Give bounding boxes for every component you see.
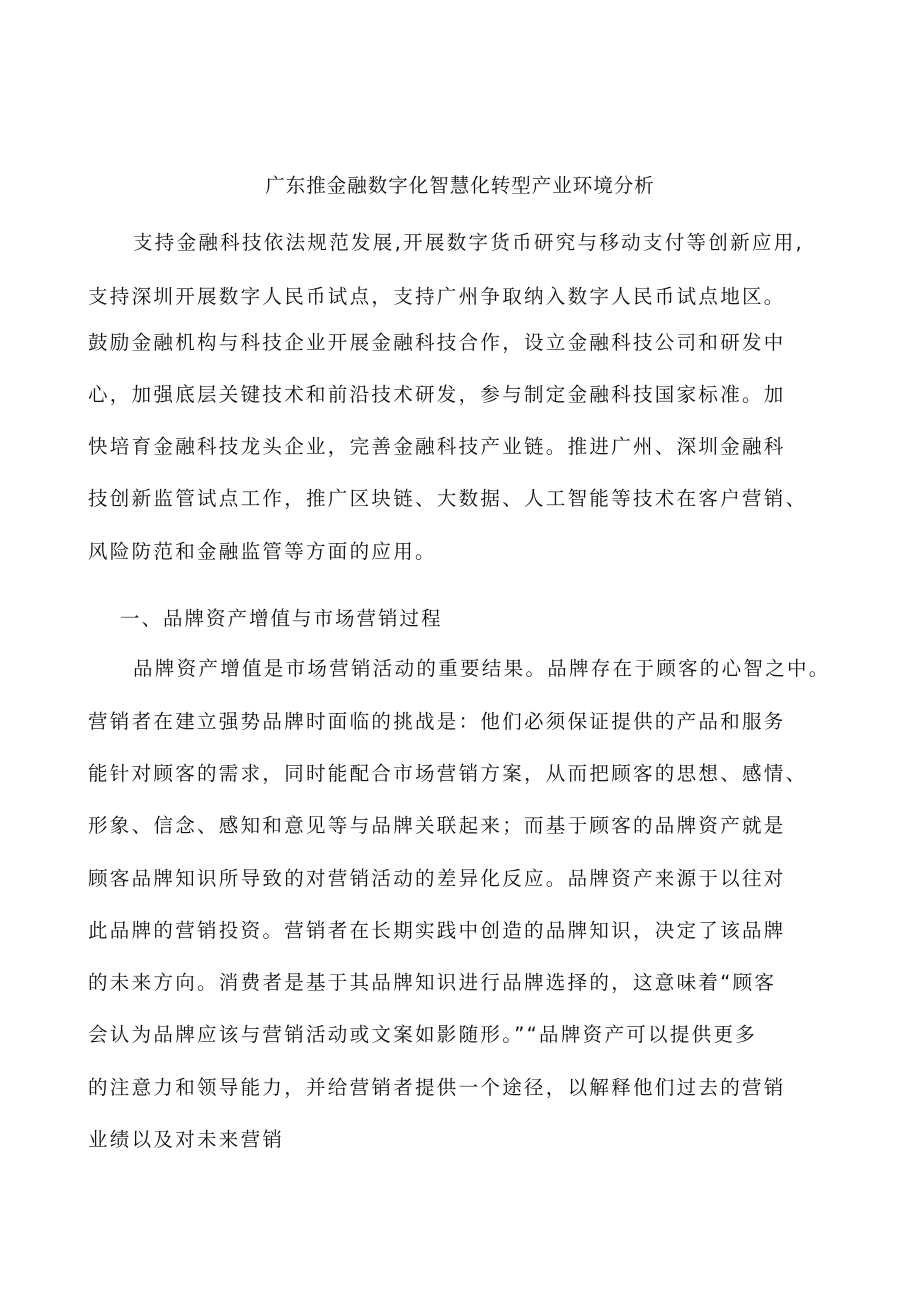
paragraph-1-line: 快培育金融科技龙头企业，完善金融科技产业链。推进广州、深圳金融科 [88,435,786,458]
paragraph-1-line: 技创新监管试点工作，推广区块链、大数据、人工智能等技术在客户营销、 [88,487,808,510]
paragraph-2-line: 能针对顾客的需求，同时能配合市场营销方案，从而把顾客的思想、感情、 [88,762,808,785]
paragraph-1-line: 支持深圳开展数字人民币试点，支持广州争取纳入数字人民币试点地区。 [88,285,786,308]
paragraph-2-line: 此品牌的营销投资。营销者在长期实践中创造的品牌知识，决定了该品牌 [88,919,786,942]
paragraph-1-line: 风险防范和金融监管等方面的应用。 [88,540,437,563]
section-heading: 一、品牌资产增值与市场营销过程 [120,607,443,630]
paragraph-1-line: 鼓励金融机构与科技企业开展金融科技合作，设立金融科技公司和研发中 [88,331,786,354]
paragraph-2-line: 营销者在建立强势品牌时面临的挑战是：他们必须保证提供的产品和服务 [88,710,786,733]
paragraph-2-line: 业绩以及对未来营销 [88,1128,285,1151]
paragraph-1-line: 心，加强底层关键技术和前沿技术研发，参与制定金融科技国家标准。加 [88,383,786,406]
paragraph-2-line: 的未来方向。消费者是基于其品牌知识进行品牌选择的，这意味着“顾客 [88,971,777,994]
paragraph-2-line: 的注意力和领导能力，并给营销者提供一个途径，以解释他们过去的营销 [88,1076,786,1099]
paragraph-2-line: 形象、信念、感知和意见等与品牌关联起来；而基于顾客的品牌资产就是 [88,814,786,837]
paragraph-2-line: 会认为品牌应该与营销活动或文案如影随形。”“品牌资产可以提供更多 [88,1023,758,1046]
paragraph-1-line: 支持金融科技依法规范发展,开展数字货币研究与移动支付等创新应用, [133,231,804,254]
document-title: 广东推金融数字化智慧化转型产业环境分析 [265,174,655,197]
paragraph-2-line: 品牌资产增值是市场营销活动的重要结果。品牌存在于顾客的心智之中。 [133,657,831,680]
paragraph-2-line: 顾客品牌知识所导致的对营销活动的差异化反应。品牌资产来源于以往对 [88,867,786,890]
